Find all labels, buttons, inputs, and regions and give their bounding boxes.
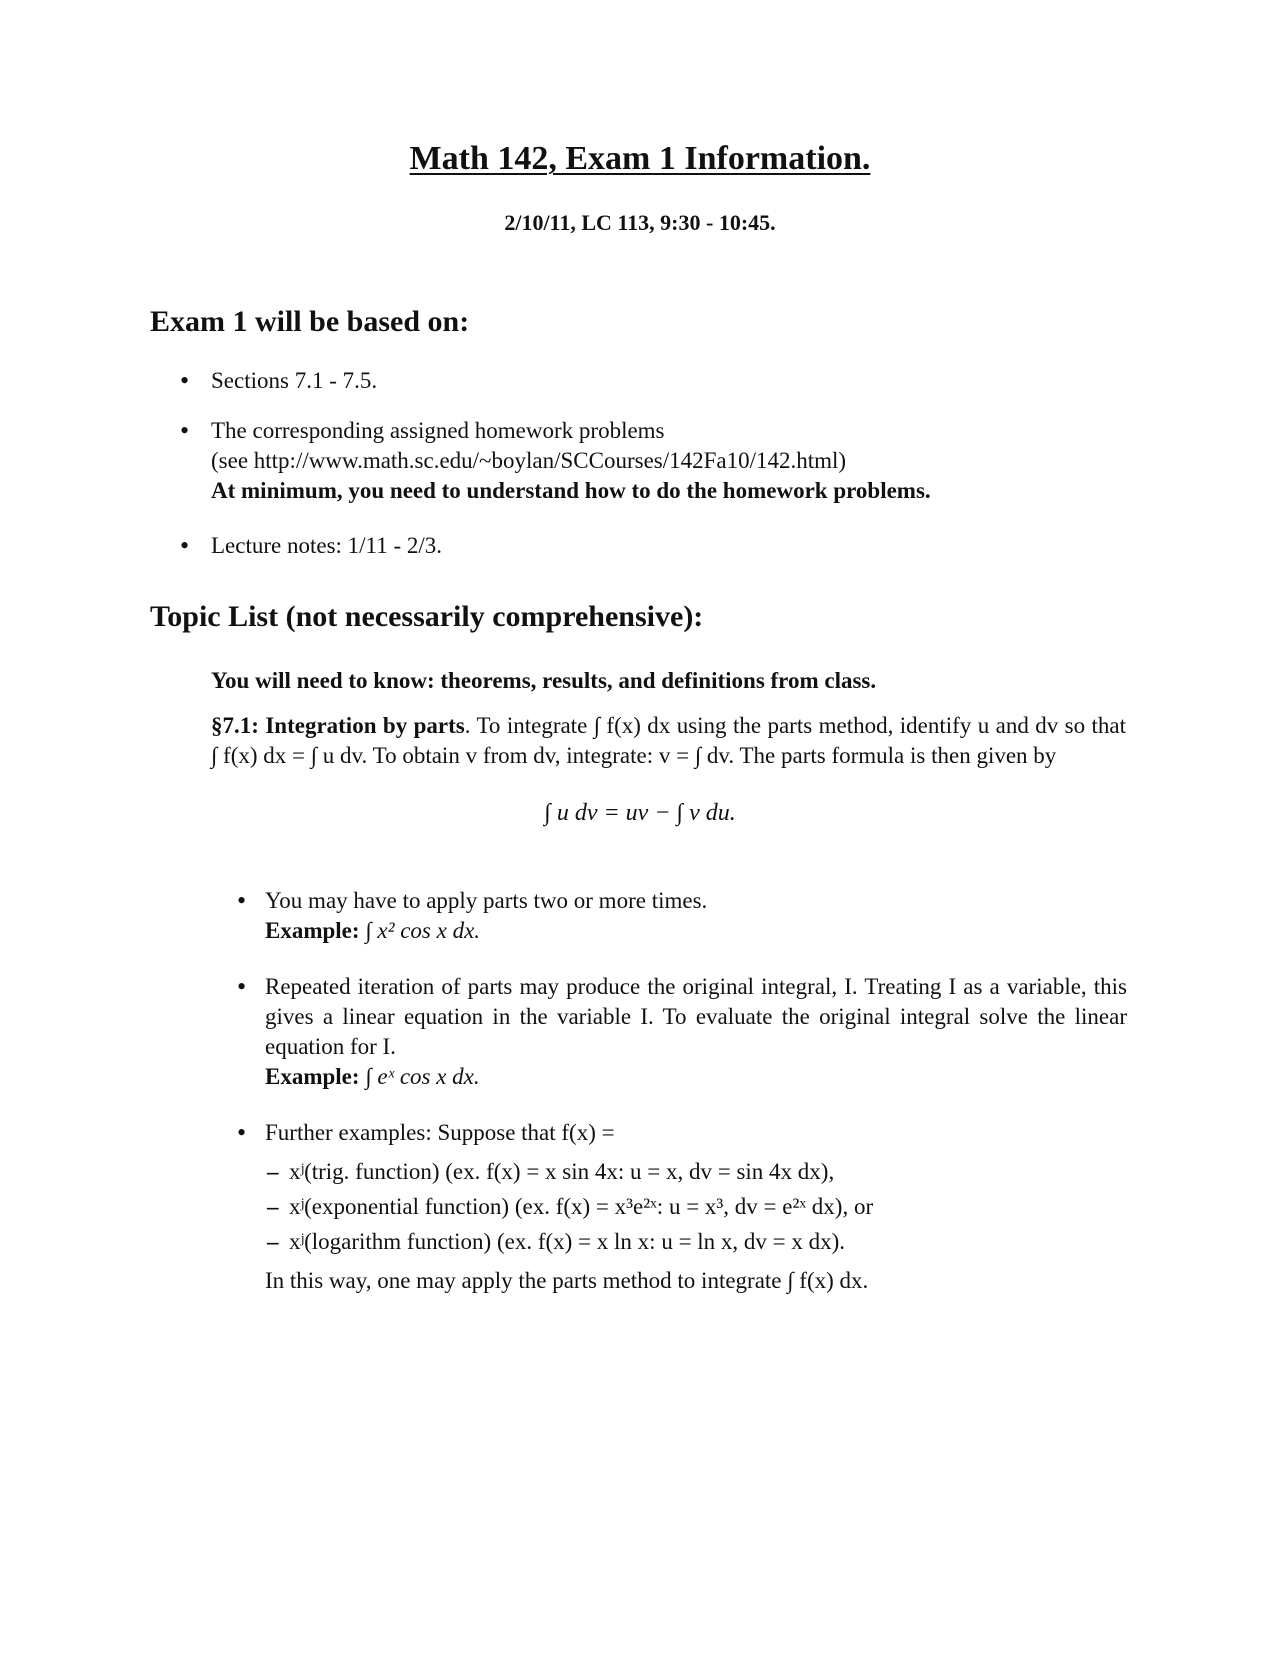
section-7-1-paragraph: §7.1: Integration by parts. To integrate ∫ f(x) dx using the parts method, identify u and dv so that ∫ f(x) dx = ∫ u dv. To obtain v from dv, integrate: v = ∫ dv. The parts formula is then given by: [211, 713, 1126, 768]
list-item: – xʲ(exponential function) (ex. f(x) = x³e²ˣ: u = x³, dv = e²ˣ dx), or: [265, 1189, 1127, 1224]
list-item: – xʲ(trig. function) (ex. f(x) = x sin 4x: u = x, dv = sin 4x dx),: [265, 1154, 1127, 1189]
list-item: [180, 416, 1130, 506]
example-expression: ∫ eˣ cos x dx.: [365, 1064, 480, 1089]
section-intro: To integrate ∫ f(x) dx using the parts method, identify u and dv so that ∫ f(x) dx = ∫ u dv. To obtain v from dv, integrate: v = ∫ dv. The parts formula is then given by: [211, 713, 1126, 768]
further-examples-list: [265, 1154, 1127, 1259]
example-label: Example: [265, 918, 352, 943]
section-label: §7.1: [211, 713, 252, 738]
exam-date-location: 2/10/11, LC 113, 9:30 - 10:45.: [504, 210, 776, 235]
topic-bullet-list: [237, 1118, 1127, 1259]
bullet-text: Repeated iteration of parts may produce the original integral, I. Treating I as a variable, this gives a linear equation in the variable I. To evaluate the original integral solve the linear equation for I.: [265, 974, 1127, 1059]
parts-formula: ∫ u dv = uv − ∫ v du.: [544, 800, 736, 826]
section-topic: Integration by parts: [265, 713, 465, 738]
bullet-text: You may have to apply parts two or more times.: [265, 888, 708, 913]
exam-basis-list: [180, 416, 1130, 506]
item-text: The corresponding assigned homework problems: [211, 418, 665, 443]
document-title: [0, 140, 1280, 178]
title-text: Math 142, Exam 1 Information.: [409, 140, 871, 177]
know-statement: You will need to know: theorems, results, and definitions from class.: [211, 668, 877, 693]
exam-basis-list: [180, 366, 1130, 396]
list-item: [237, 1118, 1127, 1259]
topic-list-heading: Topic List (not necessarily comprehensive):: [150, 600, 704, 633]
closing-statement: In this way, one may apply the parts method to integrate ∫ f(x) dx.: [265, 1268, 869, 1293]
exam-basis-heading: Exam 1 will be based on:: [150, 305, 470, 338]
topic-bullet-list: [237, 886, 1127, 946]
topic-bullet-list: [237, 972, 1127, 1092]
exam-basis-list: [180, 531, 1130, 561]
homework-note: At minimum, you need to understand how to do the homework problems.: [211, 478, 931, 503]
item-text: Lecture notes: 1/11 - 2/3.: [211, 533, 442, 558]
list-item: • Repeated iteration of parts may produce the original integral, I. Treating I as a variable, this gives a linear equation in the variable I. To evaluate the original integral solve the linear equation for I. Example: ∫ eˣ cos x dx.: [237, 972, 1127, 1092]
example-expression: ∫ x² cos x dx.: [365, 918, 481, 943]
homework-link[interactable]: (see http://www.math.sc.edu/~boylan/SCCourses/142Fa10/142.html): [211, 448, 847, 473]
item-text: Sections 7.1 - 7.5.: [211, 368, 378, 393]
list-item: [180, 531, 1130, 561]
list-item: – xʲ(logarithm function) (ex. f(x) = x ln x: u = ln x, dv = x dx).: [265, 1224, 1127, 1259]
bullet-text: Further examples: Suppose that f(x) =: [265, 1120, 615, 1145]
list-item: • You may have to apply parts two or more times. Example: ∫ x² cos x dx.: [237, 886, 1127, 946]
example-label: Example: [265, 1064, 352, 1089]
list-item: [180, 366, 1130, 396]
